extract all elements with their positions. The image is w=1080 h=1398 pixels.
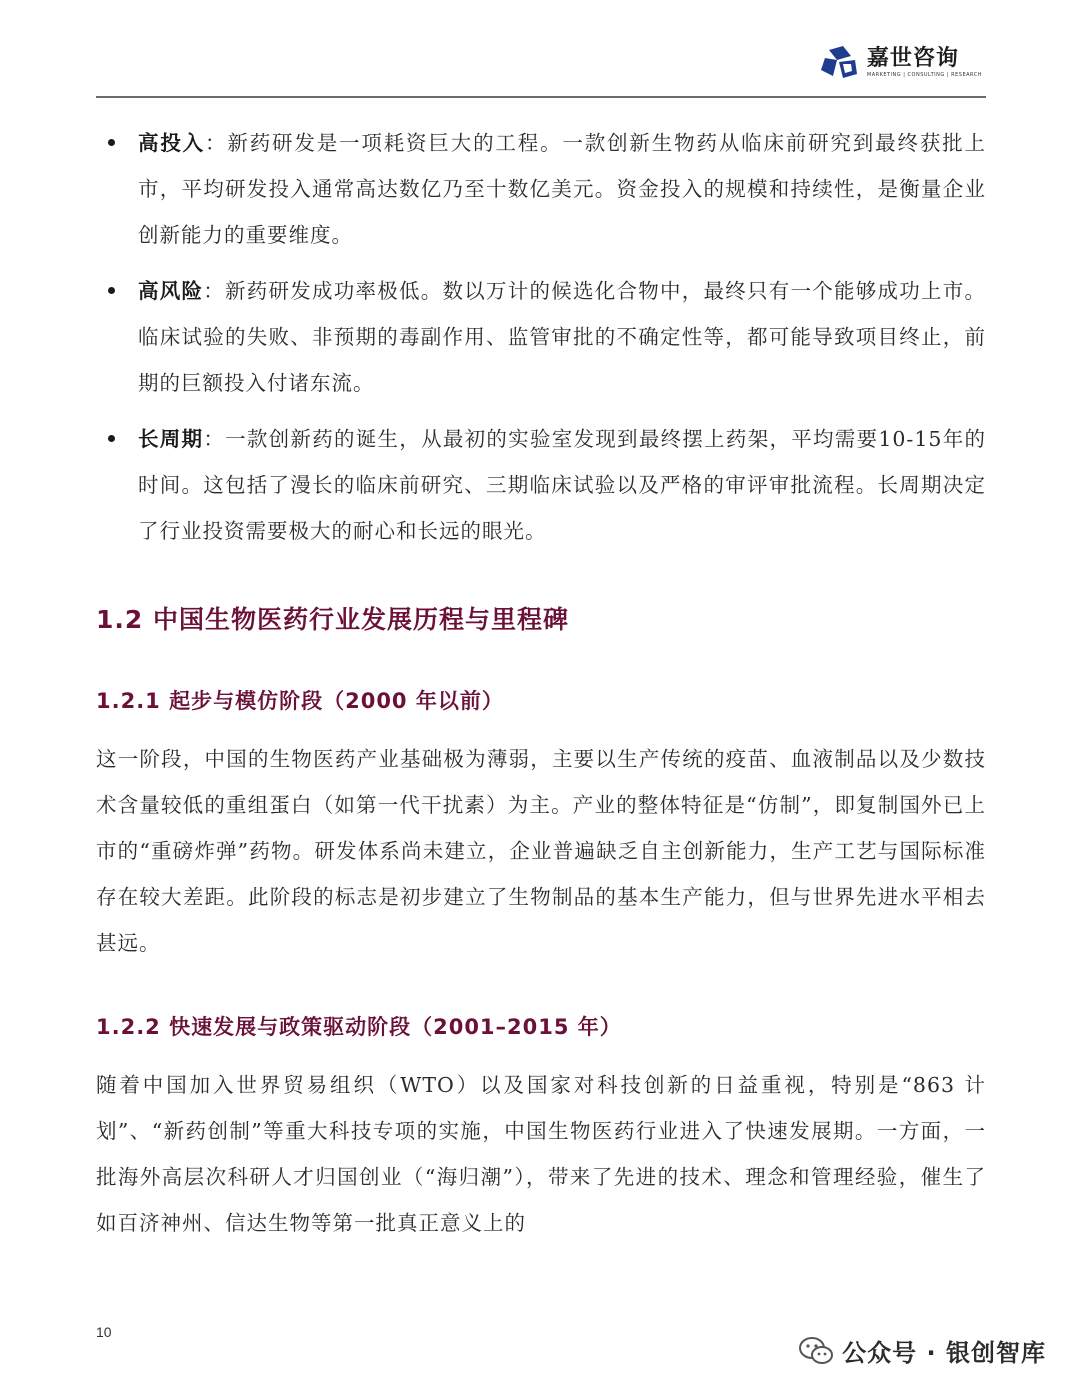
bullet-term: 长周期 xyxy=(138,427,204,451)
wechat-watermark xyxy=(798,1333,1046,1368)
logo-name: 嘉世咨询 xyxy=(866,46,959,71)
bullet-text: ：一款创新药的诞生，从最初的实验室发现到最终摆上药架，平均需要10-15年的时间。这包括了漫长的临床前研究、三期临床试验以及严格的审评审批流程。长周期决定了行业投资需要极大的耐心和长远的眼光。 xyxy=(138,427,986,543)
page-header xyxy=(96,40,986,98)
subsection-body-1-2-2: 随着中国加入世界贸易组织（WTO）以及国家对科技创新的日益重视，特别是“863 计划”、“新药创制”等重大科技专项的实施，中国生物医药行业进入了快速发展期。一方面，一批海外高层次科研人才归国创业（“海归潮”），带来了先进的技术、理念和管理经验，催生了如百济神州、信达生物等第一批真正意义上的 xyxy=(96,1073,986,1235)
subsection-body-1-2-1: 这一阶段，中国的生物医药产业基础极为薄弱，主要以生产传统的疫苗、血液制品以及少数技术含量较低的重组蛋白（如第一代干扰素）为主。产业的整体特征是“仿制”，即复制国外已上市的“重磅炸弹”药物。研发体系尚未建立，企业普遍缺乏自主创新能力，生产工艺与国际标准存在较大差距。此阶段的标志是初步建立了生物制品的基本生产能力，但与世界先进水平相去甚远。 xyxy=(96,747,986,955)
section-heading: 1.2 中国生物医药行业发展历程与里程碑 xyxy=(96,605,569,634)
bullet-item-high-investment xyxy=(96,120,986,258)
bullet-text: ：新药研发是一项耗资巨大的工程。一款创新生物药从临床前研究到最终获批上市，平均研发投入通常高达数亿乃至十数亿美元。资金投入的规模和持续性，是衡量企业创新能力的重要维度。 xyxy=(138,131,986,247)
subsection-heading-1-2-1: 1.2.1 起步与模仿阶段（2000 年以前） xyxy=(96,689,504,713)
subsection-heading-1-2-2: 1.2.2 快速发展与政策驱动阶段（2001–2015 年） xyxy=(96,1015,622,1039)
bullet-item-long-cycle xyxy=(96,416,986,554)
bullet-dot-icon xyxy=(108,139,115,146)
watermark-text: 公众号 · 银创智库 xyxy=(842,1339,1046,1367)
wechat-icon xyxy=(798,1336,834,1366)
page-number: 10 xyxy=(96,1324,112,1340)
bullet-text: ：新药研发成功率极低。数以万计的候选化合物中，最终只有一个能够成功上市。临床试验的失败、非预期的毒副作用、监管审批的不确定性等，都可能导致项目终止，前期的巨额投入付诸东流。 xyxy=(138,279,986,395)
bullet-term: 高风险 xyxy=(138,279,204,303)
logo-mark-icon xyxy=(821,46,859,80)
bullet-dot-icon xyxy=(108,287,115,294)
bullet-list xyxy=(96,120,986,554)
bullet-term: 高投入 xyxy=(138,131,206,155)
page-content xyxy=(96,120,986,1246)
bullet-item-high-risk xyxy=(96,268,986,406)
logo-tagline: MARKETING | CONSULTING | RESEARCH xyxy=(866,72,982,78)
bullet-dot-icon xyxy=(108,435,115,442)
company-logo xyxy=(821,46,982,80)
